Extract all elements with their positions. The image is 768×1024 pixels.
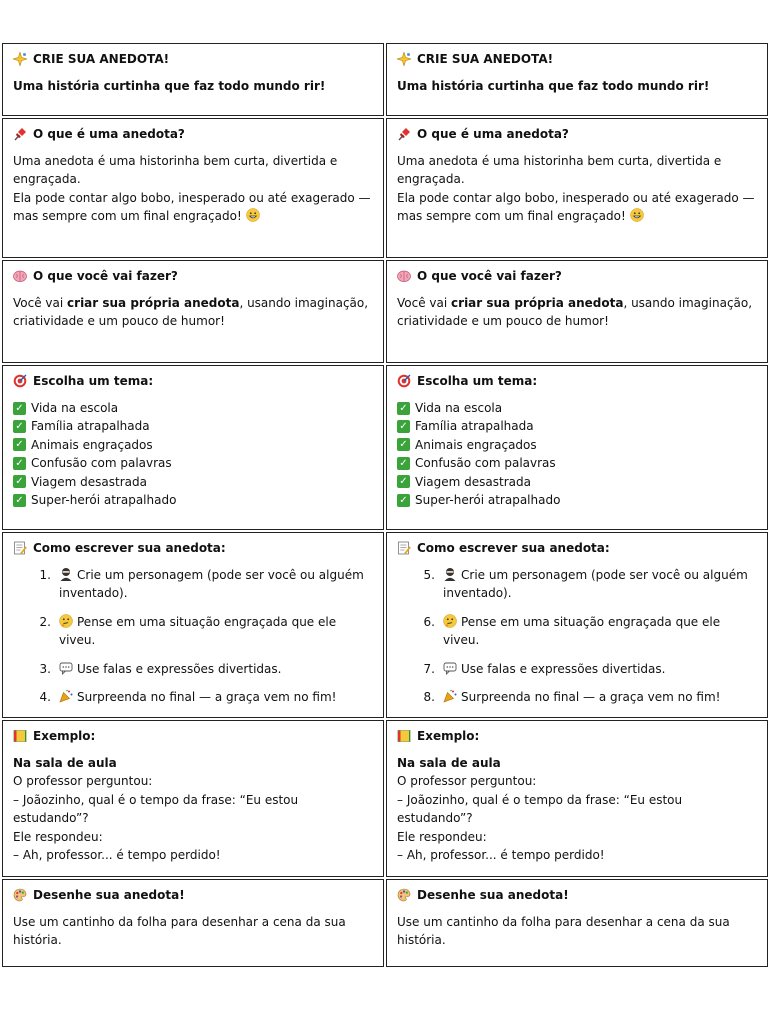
what-do-title: O que você vai fazer? (33, 268, 178, 283)
list-item (397, 399, 758, 417)
check-box-icon: ✓ (397, 494, 410, 507)
brain-icon (397, 269, 411, 283)
how-title: Como escrever sua anedota: (417, 540, 610, 555)
check-box-icon: ✓ (13, 420, 26, 433)
example-card (2, 720, 384, 877)
what-is-title: O que é uma anedota? (417, 126, 569, 141)
theme-label: Animais engraçados (415, 437, 537, 452)
list-item (13, 473, 374, 491)
step-body (443, 566, 758, 603)
memo-icon (397, 541, 411, 555)
ninja-icon (59, 567, 73, 581)
notebook-icon (13, 729, 27, 743)
what-is-line-2 (397, 189, 758, 226)
theme-label: Animais engraçados (31, 437, 153, 452)
step-text: Crie um personagem (pode ser você ou alguém inventado). (443, 568, 748, 601)
step-number: 2. (39, 614, 51, 629)
intro-title: CRIE SUA ANEDOTA! (417, 51, 554, 66)
sparkle-icon (397, 52, 411, 66)
story-title: Na sala de aula (13, 756, 117, 770)
story-line: Ele respondeu: (13, 829, 103, 844)
example-title: Exemplo: (33, 728, 96, 743)
theme-label: Super-herói atrapalhado (415, 492, 561, 507)
theme-label: Viagem desastrada (415, 474, 531, 489)
draw-card (386, 879, 768, 967)
speech-bubble-icon (59, 661, 73, 675)
what-is-line-2-text: Ela pode contar algo bobo, inesperado ou até exagerado — mas sempre com um final engraçado! (397, 190, 755, 224)
step-number: 5. (423, 568, 435, 582)
theme-label: Super-herói atrapalhado (31, 492, 177, 507)
how-title: Como escrever sua anedota: (33, 540, 226, 555)
theme-label: Confusão com palavras (415, 456, 556, 471)
what-do-text-end: , usando imaginação, criatividade e um pouco de humor! (397, 296, 753, 329)
step-body (443, 688, 758, 706)
party-popper-icon (443, 689, 457, 703)
draw-text: Use um cantinho da folha para desenhar a cena da sua história. (13, 915, 346, 948)
how-card (386, 532, 768, 718)
themes-title: Escolha um tema: (33, 373, 154, 388)
list-item (13, 613, 374, 650)
draw-title: Desenhe sua anedota! (417, 887, 569, 902)
story-line: O professor perguntou: (397, 774, 537, 789)
list-item (13, 454, 374, 472)
what-do-card (386, 260, 768, 363)
what-is-card (386, 118, 768, 258)
what-is-line-2 (13, 189, 374, 226)
check-box-icon: ✓ (13, 475, 26, 488)
grinning-face-icon (630, 208, 644, 222)
intro-card (2, 43, 384, 116)
intro-card (386, 43, 768, 116)
check-box-icon: ✓ (397, 438, 410, 451)
palette-icon (397, 888, 411, 902)
pushpin-icon (397, 127, 411, 141)
step-body (59, 613, 374, 650)
theme-label: Família atrapalhada (415, 419, 534, 434)
list-item (13, 660, 374, 678)
list-item (397, 660, 758, 678)
step-body (443, 660, 758, 678)
pushpin-icon (13, 127, 27, 141)
theme-label: Vida na escola (415, 401, 503, 415)
story-line: O professor perguntou: (13, 774, 153, 789)
check-box-icon: ✓ (13, 457, 26, 470)
step-text: Use falas e expressões divertidas. (77, 661, 282, 676)
ninja-icon (443, 567, 457, 581)
list-item (397, 566, 758, 603)
what-do-text-start: Você vai (13, 296, 68, 310)
list-item (13, 688, 374, 706)
party-popper-icon (59, 689, 73, 703)
theme-label: Vida na escola (31, 401, 119, 415)
step-number: 3. (39, 661, 51, 676)
check-box-icon: ✓ (397, 457, 410, 470)
story-line: – Ah, professor... é tempo perdido! (397, 848, 605, 863)
list-item (397, 491, 758, 509)
target-icon (397, 374, 411, 388)
story-line: Ele respondeu: (397, 829, 487, 844)
list-item (13, 491, 374, 509)
draw-text: Use um cantinho da folha para desenhar a cena da sua história. (397, 915, 730, 948)
intro-subtitle: Uma história curtinha que faz todo mundo rir! (397, 79, 710, 93)
check-box-icon: ✓ (397, 475, 410, 488)
themes-card (386, 365, 768, 530)
what-is-card (2, 118, 384, 258)
themes-list (397, 399, 758, 509)
theme-label: Viagem desastrada (31, 474, 147, 489)
what-is-title: O que é uma anedota? (33, 126, 185, 141)
thinking-face-icon (59, 614, 73, 628)
list-item (397, 473, 758, 491)
speech-bubble-icon (443, 661, 457, 675)
check-box-icon: ✓ (13, 494, 26, 507)
intro-title: CRIE SUA ANEDOTA! (33, 51, 170, 66)
activity-sheet (2, 43, 768, 967)
example-card (386, 720, 768, 877)
intro-subtitle: Uma história curtinha que faz todo mundo rir! (13, 79, 326, 93)
story-title: Na sala de aula (397, 756, 501, 770)
list-item (13, 436, 374, 454)
steps-list (397, 566, 758, 706)
what-is-line-1: Uma anedota é uma historinha bem curta, divertida e engraçada. (397, 154, 722, 187)
target-icon (13, 374, 27, 388)
what-do-text-end: , usando imaginação, criatividade e um pouco de humor! (13, 296, 369, 329)
what-do-text-start: Você vai (397, 296, 452, 310)
themes-card (2, 365, 384, 530)
step-text: Pense em uma situação engraçada que ele viveu. (443, 614, 721, 648)
step-text: Surpreenda no final — a graça vem no fim! (461, 690, 721, 705)
what-do-text (397, 294, 758, 331)
step-number: 6. (423, 614, 435, 629)
step-text: Pense em uma situação engraçada que ele viveu. (59, 614, 337, 648)
list-item (397, 688, 758, 706)
sparkle-icon (13, 52, 27, 66)
story-line: – Ah, professor... é tempo perdido! (13, 848, 221, 863)
what-do-text-bold: criar sua própria anedota (67, 296, 240, 310)
draw-title: Desenhe sua anedota! (33, 887, 185, 902)
story-line: – Joãozinho, qual é o tempo da frase: “Eu estou estudando”? (13, 792, 299, 826)
what-is-line-1: Uma anedota é uma historinha bem curta, divertida e engraçada. (13, 154, 338, 187)
grinning-face-icon (246, 208, 260, 222)
list-item (397, 454, 758, 472)
step-number: 8. (423, 690, 435, 705)
what-do-card (2, 260, 384, 363)
steps-list (13, 566, 374, 706)
memo-icon (13, 541, 27, 555)
step-body (59, 688, 374, 706)
step-text: Surpreenda no final — a graça vem no fim! (77, 690, 337, 705)
check-box-icon: ✓ (397, 420, 410, 433)
example-title: Exemplo: (417, 728, 480, 743)
step-body (59, 660, 374, 678)
themes-list (13, 399, 374, 509)
theme-label: Confusão com palavras (31, 456, 172, 471)
list-item (397, 436, 758, 454)
step-text: Crie um personagem (pode ser você ou alguém inventado). (59, 568, 364, 601)
how-card (2, 532, 384, 718)
story-line: – Joãozinho, qual é o tempo da frase: “Eu estou estudando”? (397, 792, 683, 826)
themes-title: Escolha um tema: (417, 373, 538, 388)
brain-icon (13, 269, 27, 283)
what-do-text (13, 294, 374, 331)
list-item (13, 417, 374, 435)
list-item (13, 399, 374, 417)
draw-card (2, 879, 384, 967)
step-body (59, 566, 374, 603)
step-number: 7. (423, 661, 435, 676)
what-is-line-2-text: Ela pode contar algo bobo, inesperado ou até exagerado — mas sempre com um final engraçado! (13, 190, 371, 224)
theme-label: Família atrapalhada (31, 419, 150, 434)
step-text: Use falas e expressões divertidas. (461, 661, 666, 676)
what-do-text-bold: criar sua própria anedota (451, 296, 624, 310)
check-box-icon: ✓ (13, 438, 26, 451)
step-number: 4. (39, 690, 51, 705)
step-number: 1. (39, 568, 51, 582)
list-item (397, 417, 758, 435)
check-box-icon: ✓ (397, 402, 410, 415)
list-item (13, 566, 374, 603)
notebook-icon (397, 729, 411, 743)
step-body (443, 613, 758, 650)
check-box-icon: ✓ (13, 402, 26, 415)
thinking-face-icon (443, 614, 457, 628)
list-item (397, 613, 758, 650)
what-do-title: O que você vai fazer? (417, 268, 562, 283)
palette-icon (13, 888, 27, 902)
